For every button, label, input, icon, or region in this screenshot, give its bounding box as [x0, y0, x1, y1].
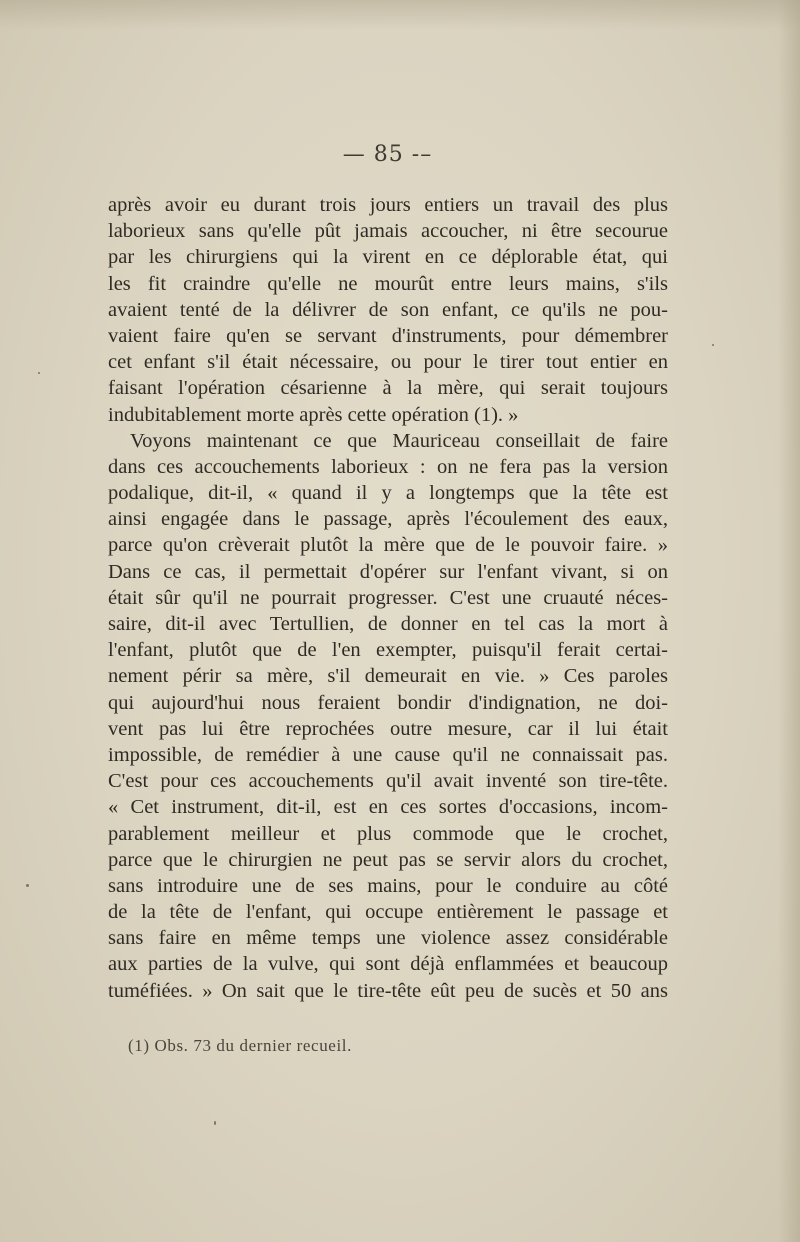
text-line: Voyons maintenant ce que Mauriceau conseillait de faire — [130, 429, 668, 452]
text-line: de la tête de l'enfant, qui occupe entièrement le passage et — [108, 901, 668, 924]
text-line: podalique, dit-il, « quand il y a longtemps que la tête est — [108, 482, 668, 505]
text-line: vent pas lui être reprochées outre mesure, car il lui était — [108, 717, 668, 740]
text-line: parablement meilleur et plus commode que le crochet, — [108, 822, 668, 845]
text-line: faisant l'opération césarienne à la mère, qui serait toujours — [108, 377, 668, 400]
page-edge-shadow-right — [778, 0, 800, 1242]
text-line: Dans ce cas, il permettait d'opérer sur l'enfant vivant, si on — [108, 560, 668, 583]
page-number: — 85 -– — [342, 142, 433, 167]
text-line: dans ces accouchements laborieux : on ne fera pas la version — [108, 455, 668, 478]
text-line: laborieux sans qu'elle pût jamais accoucher, ni être secourue — [108, 220, 668, 243]
text-line: qui aujourd'hui nous feraient bondir d'indignation, ne doi- — [108, 691, 668, 714]
text-line: C'est pour ces accouchements qu'il avait inventé son tire-tête. — [108, 770, 668, 793]
text-line: était sûr qu'il ne pourrait progresser. C'est une cruauté néces- — [108, 586, 668, 609]
text-line: saire, dit-il avec Tertullien, de donner en tel cas la mort à — [108, 613, 668, 635]
text-line: impossible, de remédier à une cause qu'il ne connaissait pas. — [108, 743, 668, 766]
text-line: sans faire en même temps une violence assez considérable — [108, 927, 668, 950]
footnote: (1) Obs. 73 du dernier recueil. — [128, 1036, 352, 1055]
text-line: vaient faire qu'en se servant d'instruments, pour démembrer — [108, 324, 668, 347]
text-line: « Cet instrument, dit-il, est en ces sortes d'occasions, incom- — [108, 796, 668, 819]
paper-speck — [26, 884, 29, 887]
text-line: nement périr sa mère, s'il demeurait en vie. » Ces paroles — [108, 665, 668, 688]
text-line: avaient tenté de la délivrer de son enfant, ce qu'ils ne pou- — [108, 298, 668, 321]
text-line: indubitablement morte après cette opération (1). » — [108, 403, 519, 426]
paper-speck — [712, 344, 714, 346]
text-line: par les chirurgiens qui la virent en ce déplorable état, qui — [108, 246, 668, 269]
body-text — [108, 192, 668, 1004]
text-line: l'enfant, plutôt que de l'en exempter, puisqu'il ferait certai- — [108, 639, 668, 662]
text-line: les fit craindre qu'elle ne mourût entre leurs mains, s'ils — [108, 272, 668, 295]
text-line: parce que le chirurgien ne peut pas se servir alors du crochet, — [108, 848, 668, 871]
text-line: cet enfant s'il était nécessaire, ou pour le tirer tout entier en — [108, 351, 668, 374]
text-line: aux parties de la vulve, qui sont déjà enflammées et beaucoup — [108, 953, 668, 976]
text-line: parce qu'on crèverait plutôt la mère que de le pouvoir faire. » — [108, 534, 668, 557]
text-line: tuméfiées. » On sait que le tire-tête eût peu de sucès et 50 ans — [108, 979, 668, 1002]
paper-speck — [38, 372, 40, 374]
paper-speck — [214, 1121, 216, 1125]
page-edge-shadow-top — [0, 0, 800, 30]
text-line: sans introduire une de ses mains, pour le conduire au côté — [108, 874, 668, 897]
text-line: ainsi engagée dans le passage, après l'écoulement des eaux, — [108, 508, 668, 531]
text-line: après avoir eu durant trois jours entiers un travail des plus — [108, 194, 668, 216]
